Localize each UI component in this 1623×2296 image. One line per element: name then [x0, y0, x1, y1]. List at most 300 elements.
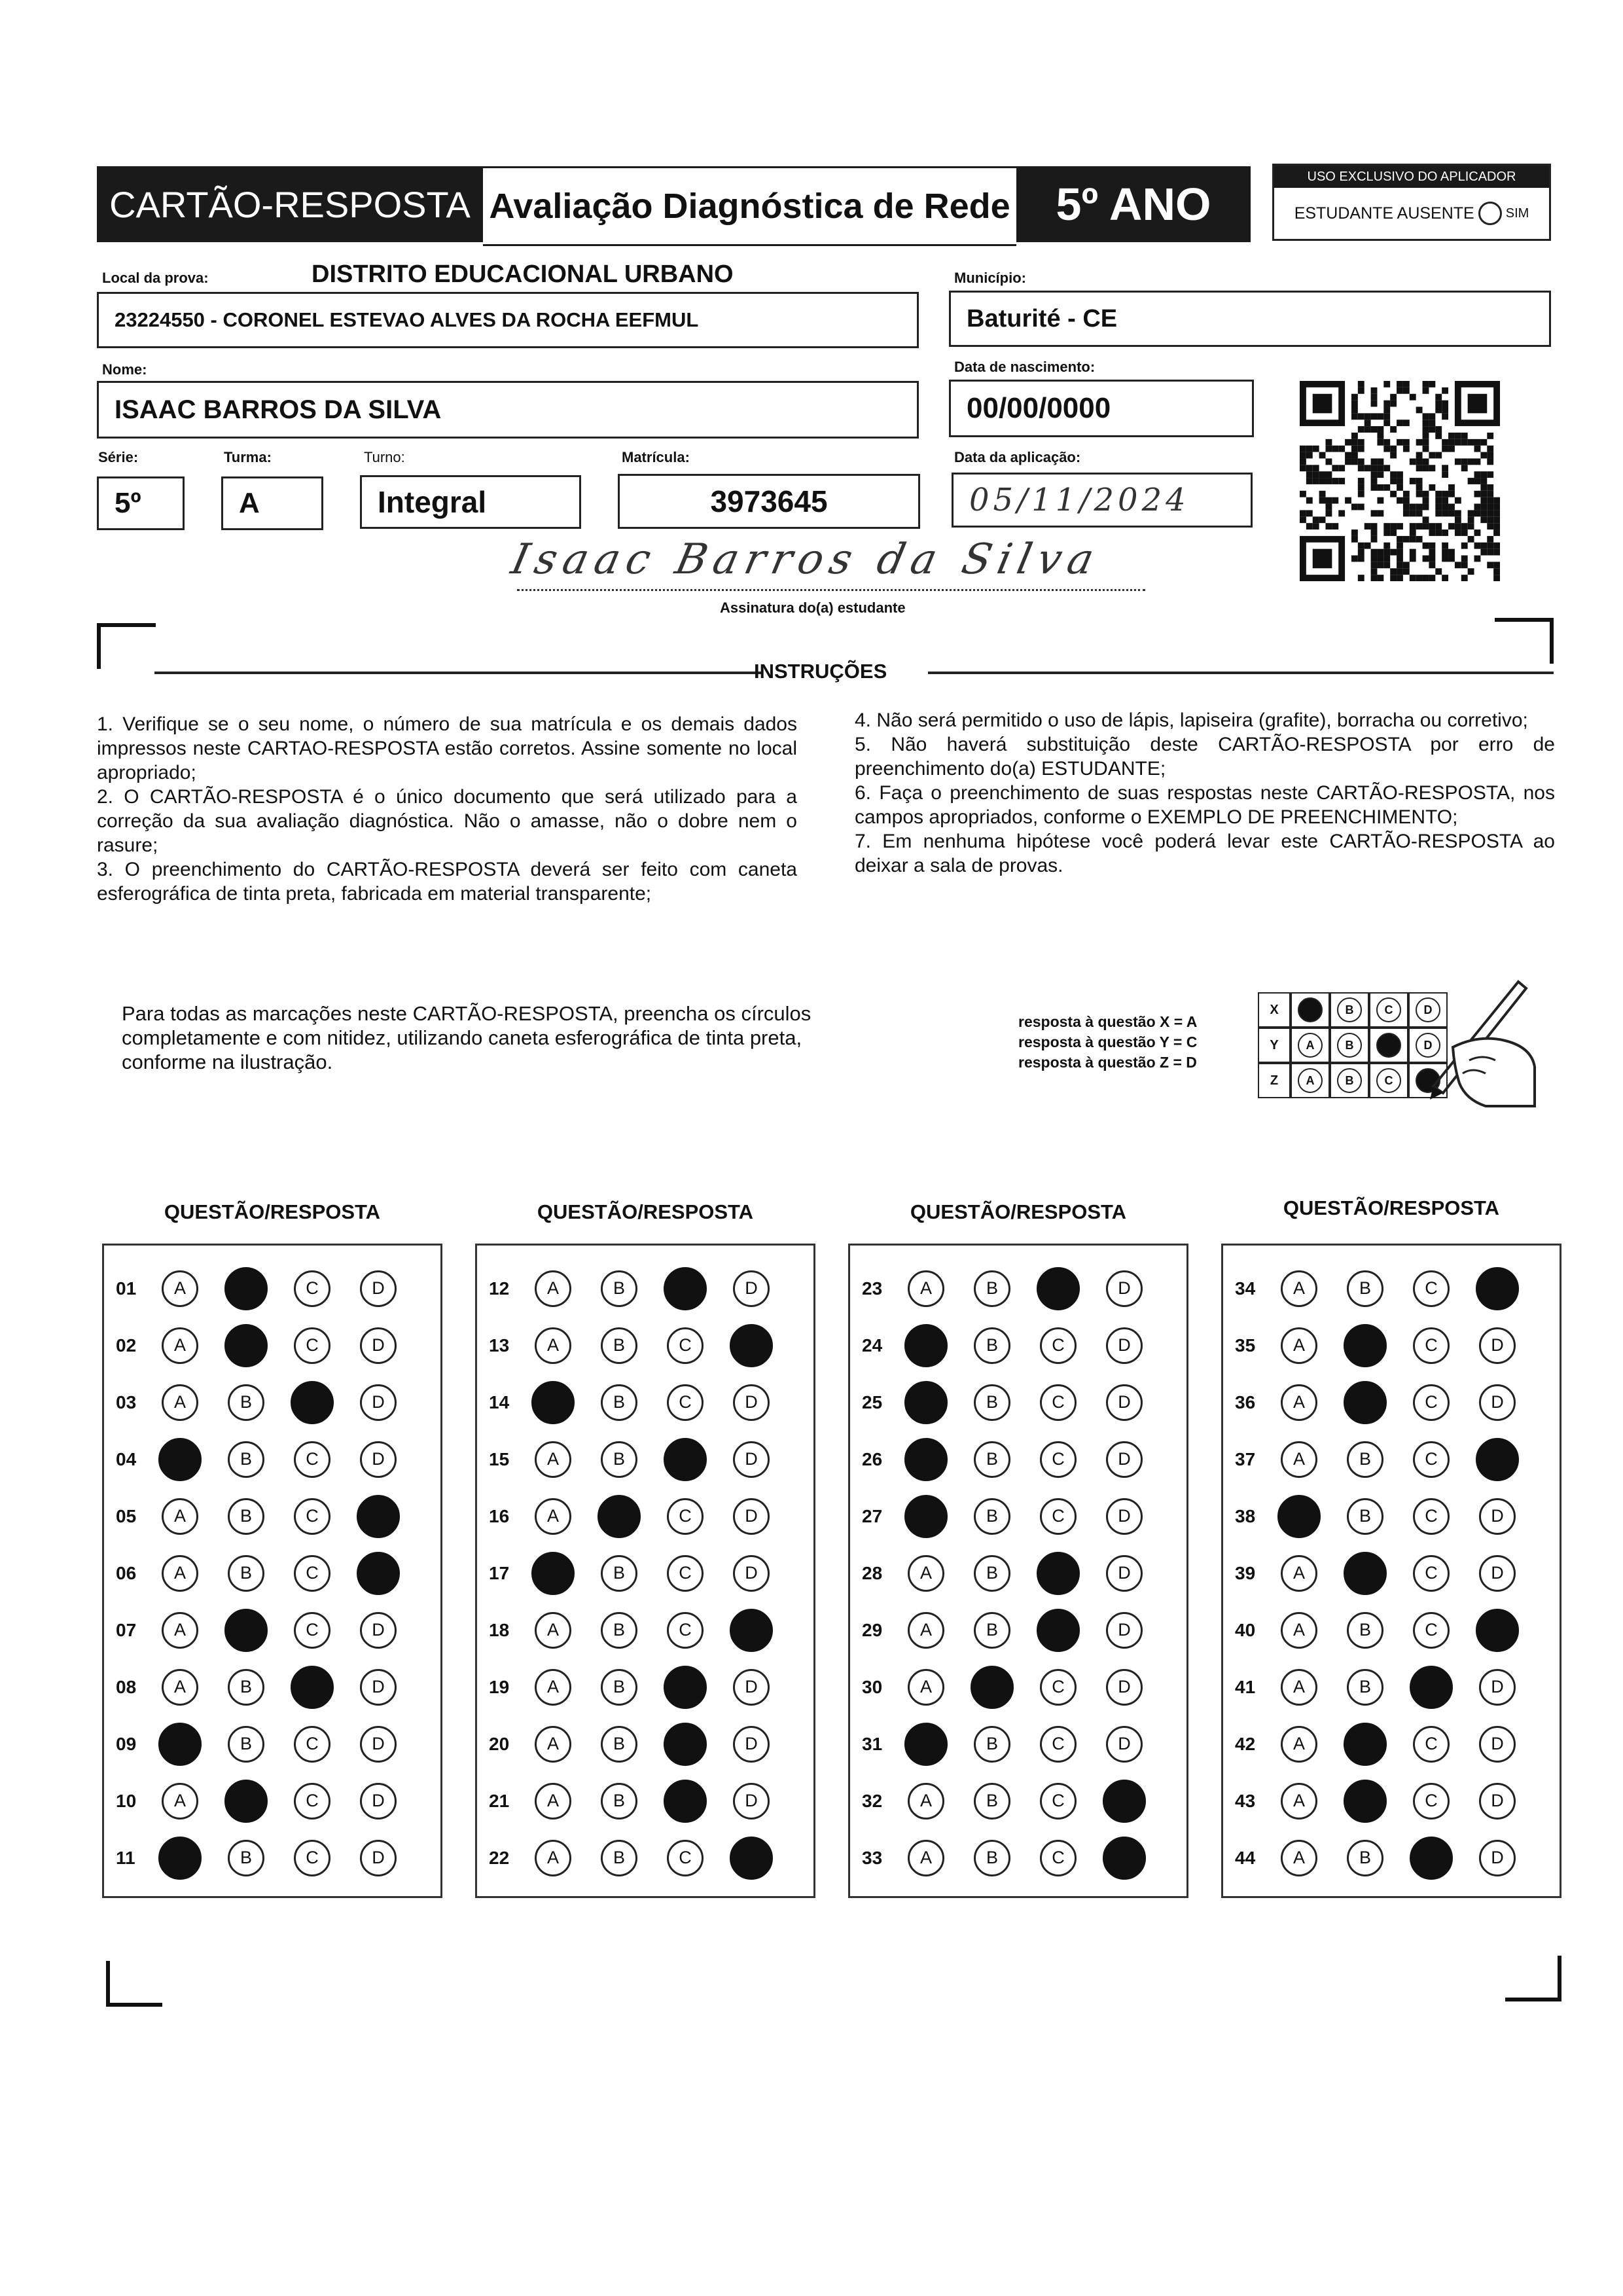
- answer-bubble-c[interactable]: [664, 1666, 707, 1709]
- answer-row: [477, 1260, 813, 1317]
- answer-bubble-c[interactable]: [664, 1438, 707, 1481]
- answer-bubble-c[interactable]: C: [1413, 1384, 1450, 1421]
- answer-row: [850, 1374, 1186, 1431]
- nome-value: ISAAC BARROS DA SILVA: [115, 395, 442, 424]
- answer-bubble-b[interactable]: B: [228, 1669, 264, 1706]
- answer-bubble-c[interactable]: C: [294, 1270, 330, 1307]
- answer-row: [477, 1374, 813, 1431]
- answer-bubble-c[interactable]: C: [1040, 1783, 1077, 1820]
- instruction-6: 6. Faça o preenchimento de suas respostas neste CARTÃO-RESPOSTA, nos campos apropriados, conforme o EXEMPLO DE PREENCHIMENTO;: [855, 782, 1555, 828]
- question-number: 38: [1235, 1505, 1256, 1526]
- applicator-header: [1274, 166, 1549, 188]
- question-number: 13: [489, 1335, 510, 1355]
- question-number: 20: [489, 1733, 510, 1754]
- question-number: 18: [489, 1619, 510, 1640]
- answer-row: [104, 1374, 440, 1431]
- answer-bubble-a[interactable]: [904, 1438, 948, 1481]
- municipio-value: Baturité - CE: [967, 304, 1118, 332]
- answer-bubble-d[interactable]: D: [1106, 1327, 1143, 1364]
- answer-bubble-a[interactable]: A: [1281, 1726, 1317, 1763]
- answer-bubble-d[interactable]: D: [1106, 1270, 1143, 1307]
- answer-bubble-d[interactable]: D: [360, 1669, 397, 1706]
- absent-label: ESTUDANTE AUSENTE: [1294, 204, 1474, 223]
- example-bubble-a: A: [1298, 1068, 1323, 1093]
- example-bubble-a: A: [1298, 1033, 1323, 1058]
- answer-bubble-a[interactable]: A: [1281, 1669, 1317, 1706]
- answer-bubble-a[interactable]: [904, 1723, 948, 1766]
- answer-bubble-b[interactable]: B: [601, 1783, 637, 1820]
- example-cell: [1330, 1028, 1369, 1063]
- answer-bubble-d[interactable]: D: [360, 1612, 397, 1649]
- question-number: 27: [862, 1505, 883, 1526]
- example-bubble-c: [1376, 1033, 1401, 1058]
- answer-bubble-c[interactable]: C: [1040, 1840, 1077, 1876]
- answer-bubble-c[interactable]: C: [294, 1612, 330, 1649]
- answer-bubble-b[interactable]: B: [601, 1384, 637, 1421]
- answer-bubble-c[interactable]: C: [294, 1555, 330, 1592]
- answer-bubble-d[interactable]: D: [1479, 1384, 1516, 1421]
- question-number: 15: [489, 1448, 510, 1469]
- answer-bubble-d[interactable]: D: [1106, 1726, 1143, 1763]
- example-cell: [1291, 1028, 1330, 1063]
- answer-bubble-b[interactable]: B: [1347, 1612, 1383, 1649]
- answer-bubble-a[interactable]: A: [908, 1612, 944, 1649]
- answer-bubble-c[interactable]: C: [294, 1498, 330, 1535]
- answer-bubble-c[interactable]: [291, 1666, 334, 1709]
- answer-bubble-d[interactable]: D: [1106, 1384, 1143, 1421]
- answer-row: [477, 1317, 813, 1374]
- answer-bubble-a[interactable]: A: [162, 1669, 198, 1706]
- answer-bubble-c[interactable]: [1410, 1666, 1453, 1709]
- answer-bubble-a[interactable]: A: [1281, 1441, 1317, 1478]
- answer-bubble-c[interactable]: C: [294, 1441, 330, 1478]
- answer-bubble-a[interactable]: [904, 1324, 948, 1367]
- answer-bubble-b[interactable]: B: [974, 1498, 1010, 1535]
- answer-bubble-a[interactable]: A: [908, 1840, 944, 1876]
- answer-bubble-d[interactable]: D: [733, 1384, 770, 1421]
- answer-bubble-a[interactable]: A: [535, 1726, 571, 1763]
- corner-top-left: [97, 623, 156, 627]
- answer-bubble-b[interactable]: [224, 1609, 268, 1652]
- card-title-text: CARTÃO-RESPOSTA: [109, 183, 471, 225]
- answer-bubble-b[interactable]: B: [228, 1840, 264, 1876]
- answer-row: [850, 1715, 1186, 1772]
- answer-bubble-b[interactable]: B: [601, 1840, 637, 1876]
- question-number: 21: [489, 1790, 510, 1811]
- answer-row: [1223, 1602, 1560, 1659]
- answer-bubble-a[interactable]: A: [1281, 1840, 1317, 1876]
- answer-bubble-c[interactable]: [1037, 1609, 1080, 1652]
- example-cell: [1330, 992, 1369, 1028]
- absent-row: [1274, 188, 1549, 239]
- answer-bubble-a[interactable]: A: [908, 1270, 944, 1307]
- question-number: 05: [116, 1505, 137, 1526]
- answer-bubble-d[interactable]: D: [1479, 1498, 1516, 1535]
- answer-bubble-a[interactable]: A: [535, 1612, 571, 1649]
- answer-row: [1223, 1488, 1560, 1545]
- example-bubble-d: D: [1416, 1033, 1440, 1058]
- question-number: 25: [862, 1391, 883, 1412]
- answer-bubble-a[interactable]: A: [535, 1441, 571, 1478]
- question-number: 30: [862, 1676, 883, 1697]
- serie-value: 5º: [115, 487, 141, 519]
- answer-bubble-d[interactable]: [357, 1495, 400, 1538]
- question-number: 37: [1235, 1448, 1256, 1469]
- question-number: 14: [489, 1391, 510, 1412]
- answer-bubble-a[interactable]: A: [535, 1498, 571, 1535]
- answer-bubble-b[interactable]: B: [1347, 1669, 1383, 1706]
- answer-bubble-d[interactable]: D: [1479, 1726, 1516, 1763]
- answer-bubble-d[interactable]: [730, 1837, 773, 1880]
- corner-bottom-left: [106, 2003, 162, 2007]
- answer-row: [477, 1431, 813, 1488]
- answer-bubble-d[interactable]: D: [1106, 1498, 1143, 1535]
- answer-bubble-b[interactable]: B: [1347, 1441, 1383, 1478]
- answer-bubble-b[interactable]: B: [1347, 1270, 1383, 1307]
- answer-bubble-c[interactable]: C: [1413, 1441, 1450, 1478]
- answer-bubble-b[interactable]: [1344, 1324, 1387, 1367]
- answer-bubble-b[interactable]: B: [974, 1270, 1010, 1307]
- answer-bubble-b[interactable]: B: [1347, 1840, 1383, 1876]
- example-text: Para todas as marcações neste CARTÃO-RESPOSTA, preencha os círculos completamente e com nitidez, utilizando caneta esferográfica de tinta preta, conforme na ilustração.: [122, 1002, 812, 1073]
- answer-bubble-d[interactable]: D: [1479, 1555, 1516, 1592]
- answer-bubble-b[interactable]: B: [601, 1612, 637, 1649]
- answer-bubble-d[interactable]: D: [1106, 1612, 1143, 1649]
- answer-bubble-b[interactable]: [597, 1495, 641, 1538]
- turno-field: [360, 475, 581, 529]
- answer-bubble-b[interactable]: B: [974, 1783, 1010, 1820]
- answer-bubble-d[interactable]: D: [1479, 1783, 1516, 1820]
- answer-row: [477, 1659, 813, 1715]
- answer-bubble-d[interactable]: D: [733, 1726, 770, 1763]
- answer-bubble-c[interactable]: [664, 1267, 707, 1310]
- corner-bottom-left-v: [106, 1961, 110, 2007]
- answer-bubble-c[interactable]: C: [667, 1840, 704, 1876]
- example-cell: [1369, 992, 1408, 1028]
- answer-bubble-a[interactable]: A: [535, 1327, 571, 1364]
- question-number: 09: [116, 1733, 137, 1754]
- answer-bubble-a[interactable]: A: [1281, 1384, 1317, 1421]
- answer-bubble-d[interactable]: [357, 1552, 400, 1595]
- answer-bubble-b[interactable]: B: [974, 1327, 1010, 1364]
- example-cell: [1291, 1063, 1330, 1098]
- answer-bubble-b[interactable]: B: [601, 1327, 637, 1364]
- answer-bubble-c[interactable]: [1037, 1267, 1080, 1310]
- question-number: 41: [1235, 1676, 1256, 1697]
- answer-bubble-a[interactable]: A: [535, 1840, 571, 1876]
- answer-bubble-d[interactable]: D: [1106, 1441, 1143, 1478]
- answer-bubble-d[interactable]: D: [360, 1441, 397, 1478]
- absent-checkbox[interactable]: [1478, 202, 1502, 225]
- answer-bubble-d[interactable]: D: [360, 1270, 397, 1307]
- question-number: 28: [862, 1562, 883, 1583]
- answer-bubble-c[interactable]: C: [1413, 1327, 1450, 1364]
- answer-bubble-a[interactable]: A: [1281, 1327, 1317, 1364]
- signature: [503, 535, 1158, 601]
- question-number: 10: [116, 1790, 137, 1811]
- question-number: 26: [862, 1448, 883, 1469]
- answer-bubble-c[interactable]: [664, 1723, 707, 1766]
- answer-bubble-a[interactable]: A: [162, 1612, 198, 1649]
- answer-bubble-c[interactable]: [291, 1381, 334, 1424]
- matricula-value: 3973645: [710, 484, 828, 518]
- answer-bubble-c[interactable]: [1410, 1837, 1453, 1880]
- column-header: QUESTÃO/RESPOSTA: [164, 1200, 381, 1223]
- answer-bubble-a[interactable]: [1277, 1495, 1321, 1538]
- answer-row: [850, 1317, 1186, 1374]
- answer-row: [1223, 1659, 1560, 1715]
- answer-bubble-d[interactable]: [1103, 1780, 1146, 1823]
- answer-bubble-b[interactable]: B: [601, 1669, 637, 1706]
- answer-row: [1223, 1317, 1560, 1374]
- card-title: [97, 166, 483, 242]
- answer-bubble-d[interactable]: [730, 1324, 773, 1367]
- answer-bubble-d[interactable]: D: [360, 1384, 397, 1421]
- question-number: 35: [1235, 1335, 1256, 1355]
- answer-bubble-b[interactable]: [224, 1267, 268, 1310]
- answer-bubble-b[interactable]: [1344, 1780, 1387, 1823]
- answer-bubble-a[interactable]: A: [162, 1270, 198, 1307]
- answer-bubble-c[interactable]: C: [1413, 1498, 1450, 1535]
- signature-label: Assinatura do(a) estudante: [720, 600, 906, 616]
- answer-bubble-a[interactable]: A: [162, 1555, 198, 1592]
- answer-bubble-b[interactable]: B: [228, 1498, 264, 1535]
- answer-row: [1223, 1260, 1560, 1317]
- answer-row: [850, 1772, 1186, 1829]
- nascimento-value: 00/00/0000: [967, 392, 1111, 424]
- local-value: DISTRITO EDUCACIONAL URBANO: [312, 260, 734, 288]
- answer-bubble-a[interactable]: A: [1281, 1612, 1317, 1649]
- answer-row: [850, 1829, 1186, 1886]
- answer-row: [850, 1260, 1186, 1317]
- answer-bubble-c[interactable]: C: [294, 1840, 330, 1876]
- turma-field: [221, 476, 323, 530]
- answer-row: [104, 1317, 440, 1374]
- answer-bubble-b[interactable]: [971, 1666, 1014, 1709]
- answer-bubble-d[interactable]: D: [733, 1498, 770, 1535]
- answer-bubble-b[interactable]: B: [974, 1555, 1010, 1592]
- corner-top-left-v: [97, 623, 101, 669]
- question-number: 33: [862, 1847, 883, 1868]
- answer-bubble-b[interactable]: [1344, 1552, 1387, 1595]
- answer-bubble-c[interactable]: C: [1040, 1726, 1077, 1763]
- answer-bubble-a[interactable]: A: [1281, 1555, 1317, 1592]
- answer-bubble-a[interactable]: A: [1281, 1270, 1317, 1307]
- answer-bubble-b[interactable]: B: [974, 1441, 1010, 1478]
- turma-label: Turma:: [224, 449, 272, 465]
- answer-row: [104, 1715, 440, 1772]
- answer-bubble-b[interactable]: B: [1347, 1498, 1383, 1535]
- instruction-4: 4. Não será permitido o uso de lápis, lapiseira (grafite), borracha ou corretivo;: [855, 709, 1528, 731]
- answer-bubble-d[interactable]: D: [1479, 1327, 1516, 1364]
- municipio-field: [949, 291, 1551, 347]
- answer-bubble-a[interactable]: A: [535, 1669, 571, 1706]
- answer-bubble-a[interactable]: [531, 1381, 575, 1424]
- column-header: QUESTÃO/RESPOSTA: [1283, 1196, 1500, 1219]
- answer-bubble-b[interactable]: [224, 1324, 268, 1367]
- matricula-field: [618, 474, 920, 529]
- answer-row: [104, 1772, 440, 1829]
- answer-bubble-d[interactable]: D: [1479, 1840, 1516, 1876]
- answer-bubble-c[interactable]: C: [1040, 1498, 1077, 1535]
- answer-row: [477, 1602, 813, 1659]
- answer-bubble-b[interactable]: B: [601, 1726, 637, 1763]
- answer-bubble-c[interactable]: C: [294, 1726, 330, 1763]
- answer-bubble-c[interactable]: C: [294, 1783, 330, 1820]
- answer-bubble-d[interactable]: D: [360, 1783, 397, 1820]
- instruction-7: 7. Em nenhuma hipótese você poderá levar este CARTÃO-RESPOSTA ao deixar a sala de provas.: [855, 831, 1555, 876]
- question-number: 43: [1235, 1790, 1256, 1811]
- answer-bubble-d[interactable]: D: [360, 1327, 397, 1364]
- instruction-2: 2. O CARTÃO-RESPOSTA é o único documento que será utilizado para a correção da sua avaliação diagnóstica. Não o amasse, não o dobre nem o rasure;: [97, 786, 797, 856]
- answer-bubble-b[interactable]: B: [974, 1840, 1010, 1876]
- nome-field: [97, 381, 919, 439]
- answer-row: [477, 1715, 813, 1772]
- question-number: 04: [116, 1448, 137, 1469]
- question-number: 17: [489, 1562, 510, 1583]
- answer-bubble-b[interactable]: B: [228, 1441, 264, 1478]
- answer-bubble-a[interactable]: [158, 1438, 202, 1481]
- answer-bubble-d[interactable]: D: [360, 1840, 397, 1876]
- answer-bubble-a[interactable]: [904, 1495, 948, 1538]
- answer-bubble-d[interactable]: D: [360, 1726, 397, 1763]
- question-number: 12: [489, 1278, 510, 1299]
- answer-bubble-c[interactable]: C: [1040, 1327, 1077, 1364]
- answer-bubble-c[interactable]: C: [1413, 1555, 1450, 1592]
- answer-bubble-a[interactable]: A: [162, 1327, 198, 1364]
- answer-bubble-a[interactable]: A: [1281, 1783, 1317, 1820]
- answer-row: [850, 1488, 1186, 1545]
- answer-bubble-d[interactable]: D: [1106, 1669, 1143, 1706]
- answer-bubble-c[interactable]: [1037, 1552, 1080, 1595]
- example-lines: [1018, 1012, 1197, 1073]
- answer-bubble-b[interactable]: B: [974, 1726, 1010, 1763]
- answer-bubble-a[interactable]: [531, 1552, 575, 1595]
- answer-row: [1223, 1374, 1560, 1431]
- answer-row: [477, 1829, 813, 1886]
- aplicacao-label: Data da aplicação:: [954, 449, 1081, 465]
- example-line-y: resposta à questão Y = C: [1018, 1033, 1198, 1050]
- answer-bubble-c[interactable]: C: [1040, 1384, 1077, 1421]
- answer-row: [104, 1602, 440, 1659]
- answer-bubble-a[interactable]: A: [162, 1498, 198, 1535]
- answer-bubble-a[interactable]: A: [908, 1783, 944, 1820]
- instruction-1: 1. Verifique se o seu nome, o número de sua matrícula e os demais dados impressos neste CARTAO-RESPOSTA estão corretos. Assine somente no local apropriado;: [97, 713, 797, 783]
- answer-bubble-d[interactable]: D: [733, 1783, 770, 1820]
- answer-column: [475, 1244, 815, 1898]
- answer-bubble-b[interactable]: B: [228, 1726, 264, 1763]
- example-label: X: [1258, 992, 1291, 1028]
- example-bubble-b: B: [1337, 1068, 1362, 1093]
- pen-illustration-icon: [1407, 969, 1538, 1113]
- answer-bubble-c[interactable]: C: [1413, 1783, 1450, 1820]
- answer-bubble-c[interactable]: C: [667, 1384, 704, 1421]
- answer-bubble-c[interactable]: C: [294, 1327, 330, 1364]
- answer-bubble-a[interactable]: A: [908, 1555, 944, 1592]
- answer-bubble-c[interactable]: [664, 1780, 707, 1823]
- answer-bubble-d[interactable]: D: [1106, 1555, 1143, 1592]
- answer-bubble-d[interactable]: [1476, 1609, 1519, 1652]
- answer-bubble-a[interactable]: [158, 1837, 202, 1880]
- answer-bubble-b[interactable]: B: [974, 1612, 1010, 1649]
- serie-label: Série:: [98, 449, 139, 465]
- corner-bottom-right-v: [1558, 1956, 1561, 2001]
- answer-bubble-a[interactable]: A: [162, 1783, 198, 1820]
- answer-bubble-d[interactable]: D: [733, 1555, 770, 1592]
- answer-bubble-b[interactable]: [1344, 1723, 1387, 1766]
- qr-code: [1300, 381, 1500, 581]
- answer-bubble-a[interactable]: A: [535, 1270, 571, 1307]
- answer-row: [104, 1488, 440, 1545]
- instruction-5: 5. Não haverá substituição deste CARTÃO-RESPOSTA por erro de preenchimento do(a) ESTUDANTE;: [855, 734, 1555, 780]
- question-number: 36: [1235, 1391, 1256, 1412]
- answer-row: [477, 1488, 813, 1545]
- serie-field: [97, 476, 185, 530]
- exam-title: [483, 166, 1016, 246]
- answer-bubble-c[interactable]: C: [667, 1498, 704, 1535]
- answer-bubble-c[interactable]: C: [667, 1555, 704, 1592]
- school-value: 23224550 - CORONEL ESTEVAO ALVES DA ROCHA EEFMUL: [115, 308, 699, 331]
- answer-bubble-d[interactable]: [1476, 1267, 1519, 1310]
- answer-bubble-d[interactable]: D: [1479, 1669, 1516, 1706]
- turno-label: Turno:: [364, 449, 405, 465]
- example-bubble-d: D: [1416, 997, 1440, 1022]
- answer-bubble-d[interactable]: [1103, 1837, 1146, 1880]
- answer-bubble-c[interactable]: C: [667, 1612, 704, 1649]
- answer-bubble-d[interactable]: D: [733, 1441, 770, 1478]
- answer-bubble-c[interactable]: C: [1040, 1441, 1077, 1478]
- answer-bubble-c[interactable]: C: [1413, 1726, 1450, 1763]
- instruction-3: 3. O preenchimento do CARTÃO-RESPOSTA deverá ser feito com caneta esferográfica de tinta preta, fabricada em material transparente;: [97, 859, 797, 905]
- example-cell: [1369, 1063, 1408, 1098]
- answer-bubble-d[interactable]: [1476, 1438, 1519, 1481]
- answer-bubble-a[interactable]: A: [908, 1669, 944, 1706]
- answer-bubble-b[interactable]: [1344, 1381, 1387, 1424]
- answer-bubble-a[interactable]: A: [162, 1384, 198, 1421]
- answer-bubble-b[interactable]: B: [601, 1441, 637, 1478]
- answer-bubble-c[interactable]: C: [1413, 1612, 1450, 1649]
- answer-row: [850, 1659, 1186, 1715]
- matricula-label: Matrícula:: [622, 449, 690, 465]
- answer-bubble-b[interactable]: B: [228, 1555, 264, 1592]
- answer-bubble-c[interactable]: C: [1413, 1270, 1450, 1307]
- question-number: 02: [116, 1335, 137, 1355]
- nascimento-label: Data de nascimento:: [954, 359, 1096, 375]
- question-number: 44: [1235, 1847, 1256, 1868]
- column-header: QUESTÃO/RESPOSTA: [910, 1200, 1127, 1223]
- corner-top-right: [1495, 618, 1554, 622]
- answer-bubble-b[interactable]: B: [974, 1384, 1010, 1421]
- example-cell: [1291, 992, 1330, 1028]
- answer-bubble-b[interactable]: B: [601, 1270, 637, 1307]
- question-number: 22: [489, 1847, 510, 1868]
- answer-bubble-c[interactable]: C: [1040, 1669, 1077, 1706]
- answer-bubble-a[interactable]: [158, 1723, 202, 1766]
- exam-title-text: Avaliação Diagnóstica de Rede: [489, 187, 1010, 226]
- answer-bubble-b[interactable]: B: [601, 1555, 637, 1592]
- answer-bubble-b[interactable]: [224, 1780, 268, 1823]
- answer-bubble-a[interactable]: A: [535, 1783, 571, 1820]
- turno-value: Integral: [378, 485, 487, 519]
- answer-bubble-a[interactable]: [904, 1381, 948, 1424]
- answer-bubble-b[interactable]: B: [228, 1384, 264, 1421]
- answer-bubble-d[interactable]: D: [733, 1270, 770, 1307]
- answer-bubble-c[interactable]: C: [667, 1327, 704, 1364]
- answer-bubble-d[interactable]: D: [733, 1669, 770, 1706]
- answer-row: [104, 1260, 440, 1317]
- answer-bubble-d[interactable]: [730, 1609, 773, 1652]
- question-number: 07: [116, 1619, 137, 1640]
